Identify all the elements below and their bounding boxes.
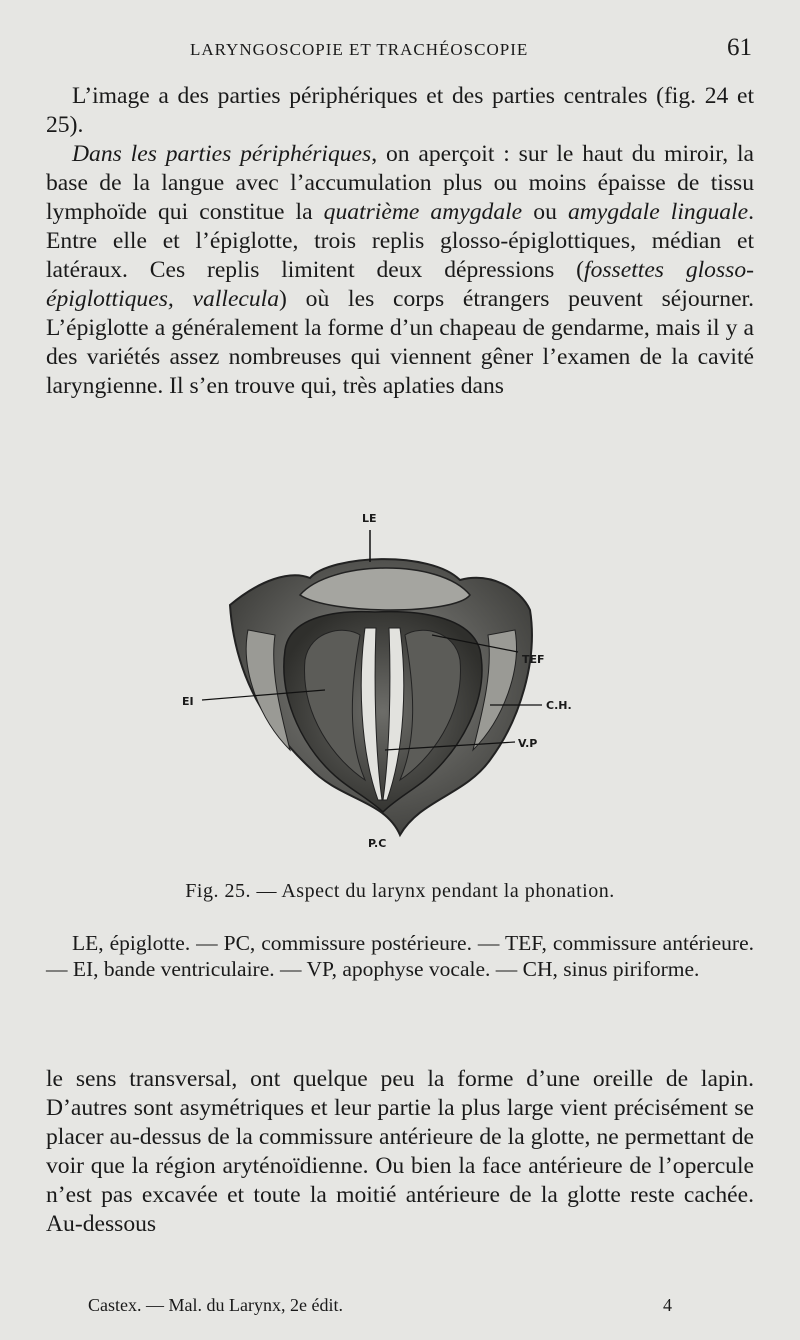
text-g: ) où les corps étrangers peuvent séjourner. L’épiglotte a généralement la forme d’un chapeau de gendarme, mais il y a des variétés assez nombreuses qui viennent gêner l’examen de la cavité laryngienne. Il s’en trouve qui, très aplaties dans	[46, 286, 755, 399]
label-ch: C.H.	[546, 699, 572, 712]
larynx-figure	[170, 500, 630, 860]
label-pc: P.C	[368, 837, 387, 850]
paragraph-bottom	[46, 1065, 754, 1239]
italic-f: fossettes glosso-épiglottiques, vallecula	[46, 257, 754, 312]
text-e: . Entre elle et l’épiglotte, trois replis glosso-épiglottiques, médian et latéraux. Ces replis limitent deux dépressions (	[46, 199, 755, 283]
running-title: LARYNGOSCOPIE ET TRACHÉOSCOPIE	[190, 40, 529, 59]
label-ei: EI	[182, 695, 194, 708]
paragraph-intro: L’image a des parties périphériques et des parties centrales (fig. 24 et 25).	[46, 83, 754, 138]
label-le: LE	[362, 512, 377, 525]
label-tef: TEF	[522, 653, 545, 666]
page-number: 61	[727, 34, 752, 61]
footer-sheet-number: 4	[663, 1295, 672, 1315]
italic-lead: Dans les parties périphériques	[72, 141, 372, 167]
paragraph-peripheral	[46, 140, 754, 401]
footer-signature: Castex. — Mal. du Larynx, 2e édit.	[88, 1295, 343, 1315]
paragraph-top	[46, 82, 754, 401]
text-c: ou	[522, 199, 568, 225]
figure-caption: Fig. 25. — Aspect du larynx pendant la phonation.	[185, 880, 615, 902]
figure-legend	[46, 930, 754, 982]
text-a: , on aperçoit : sur le haut du miroir, la base de la langue avec l’accumulation plus ou moins épaisse de tissu lymphoïde qui constitue la	[46, 141, 754, 225]
label-vp: V.P	[518, 737, 538, 750]
italic-b: quatrième amygdale	[323, 199, 523, 225]
legend-text: LE, épiglotte. — PC, commissure postérieure. — TEF, commissure antérieure. — EI, bande ventriculaire. — VP, apophyse vocale. — CH, sinus piriforme.	[46, 931, 754, 981]
italic-d: amygdale linguale	[567, 199, 749, 225]
paragraph-continuation: le sens transversal, ont quelque peu la forme d’une oreille de lapin. D’autres sont asymétriques et leur partie la plus large vient précisément se placer au-dessus de la commissure antérieure de la glotte, ne permettant de voir que la région aryténoïdienne. Ou bien la face antérieure de l’opercule n’est pas excavée et toute la moitié antérieure de la glotte reste cachée. Au-dessous	[46, 1066, 754, 1237]
